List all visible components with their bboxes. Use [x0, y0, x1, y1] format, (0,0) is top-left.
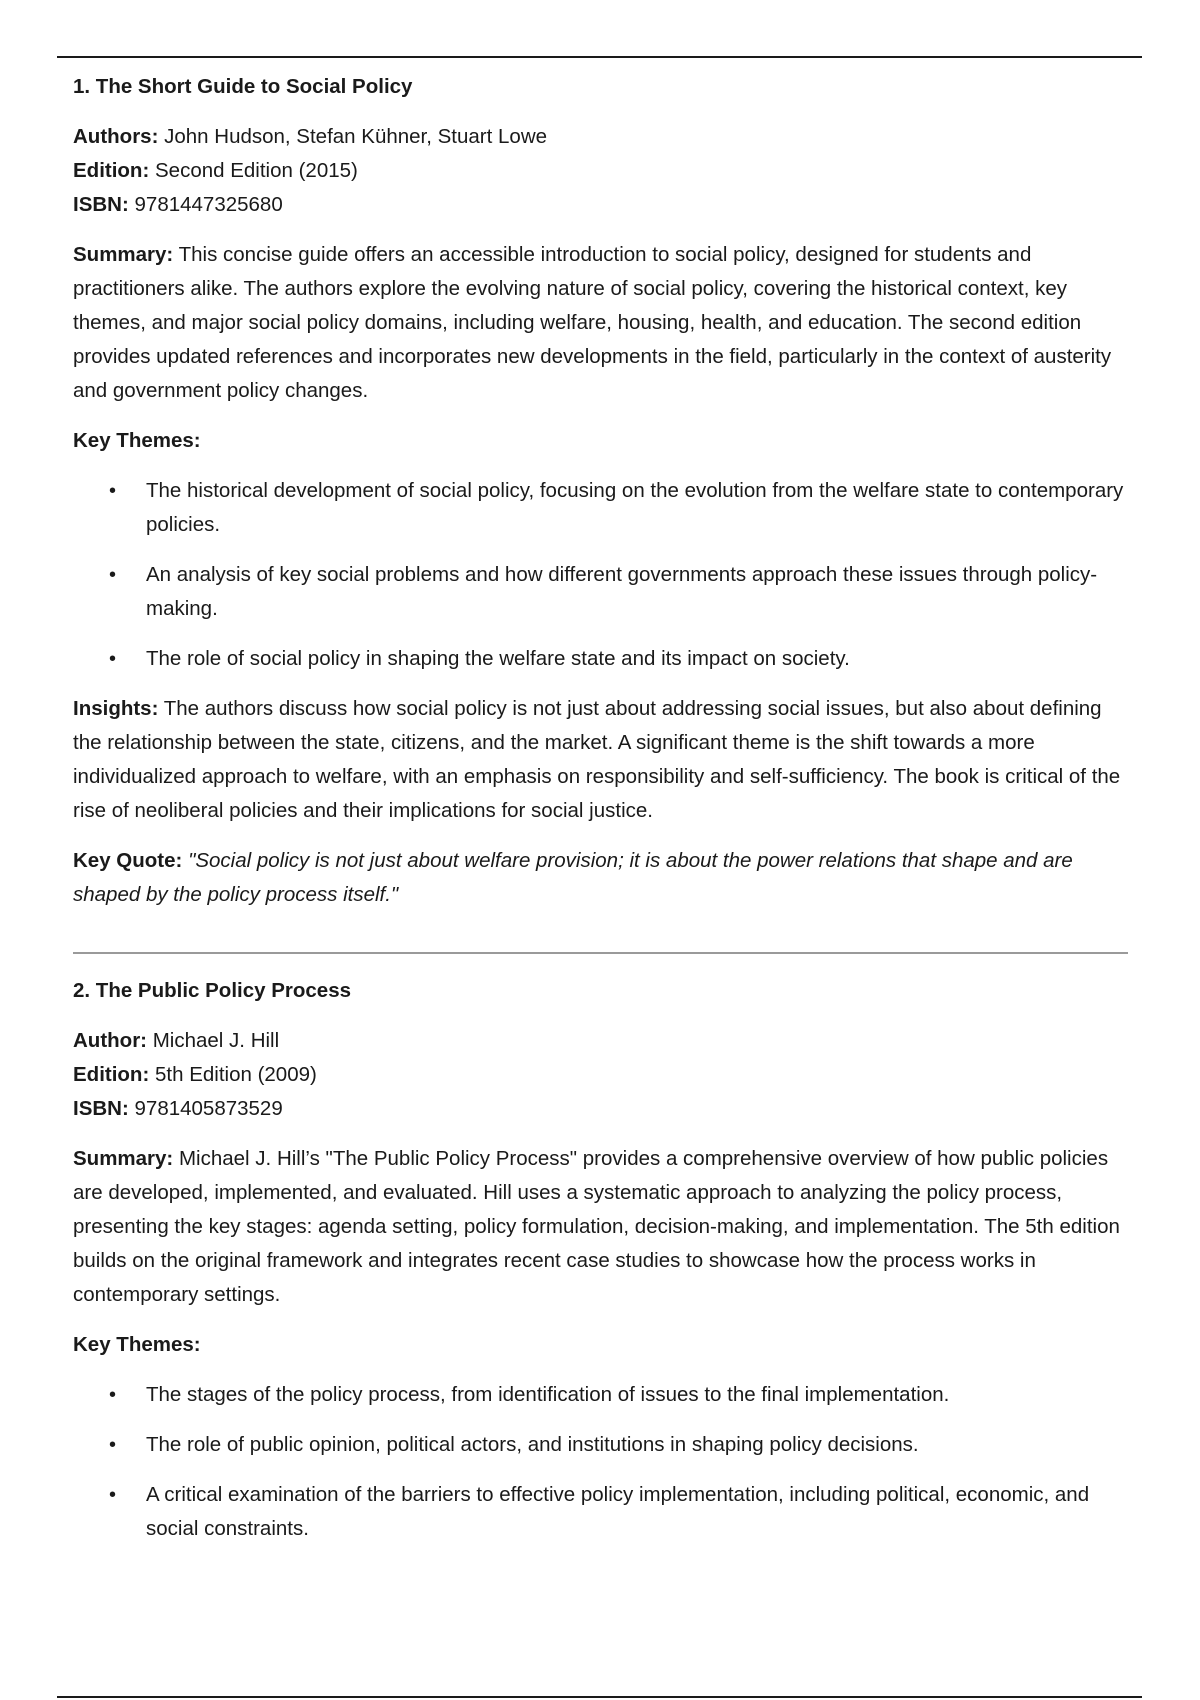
insights-text: The authors discuss how social policy is not just about addressing social issues, but also about defining the relationship between the state, citizens, and the market. A significant theme is the shift towards a more individualized approach to welfare, with an emphasis on responsibility and self-sufficiency. The book is critical of the rise of neoliberal policies and their implications for social justice.	[73, 697, 1121, 822]
isbn-label: ISBN:	[73, 1097, 129, 1120]
summary-label: Summary:	[73, 243, 174, 266]
author-line	[73, 1024, 1128, 1058]
book-entry-1	[73, 70, 1128, 912]
edition-line	[73, 1058, 1128, 1092]
summary-paragraph	[73, 238, 1128, 408]
edition-label: Edition:	[73, 1063, 150, 1086]
book-entry-2	[73, 974, 1128, 1546]
summary-text: This concise guide offers an accessible introduction to social policy, designed for students and practitioners alike. The authors explore the evolving nature of social policy, covering the historical context, key themes, and major social policy domains, including welfare, housing, health, and education. The second edition provides updated references and incorporates new developments in the field, particularly in the context of austerity and government policy changes.	[73, 243, 1112, 402]
theme-text: A critical examination of the barriers to effective policy implementation, including political, economic, and social constraints.	[146, 1483, 1090, 1540]
book-meta	[73, 1024, 1128, 1126]
author-label: Author:	[73, 1029, 148, 1052]
bullet-icon: •	[109, 1434, 117, 1456]
bullet-icon: •	[109, 564, 117, 586]
bullet-icon: •	[109, 648, 117, 670]
authors-line	[73, 120, 1128, 154]
key-themes-heading: Key Themes:	[73, 429, 201, 452]
list-item	[73, 558, 1128, 626]
isbn-label: ISBN:	[73, 193, 129, 216]
isbn-line	[73, 1092, 1128, 1126]
list-item	[73, 1378, 1128, 1412]
isbn-line	[73, 188, 1128, 222]
section-divider	[73, 952, 1128, 954]
summary-label: Summary:	[73, 1147, 174, 1170]
insights-paragraph	[73, 692, 1128, 828]
document-body	[73, 70, 1128, 1562]
top-rule	[57, 56, 1142, 58]
edition-line	[73, 154, 1128, 188]
key-quote-text: "Social policy is not just about welfare provision; it is about the power relations that shape and are shaped by the policy process itself."	[73, 849, 1073, 906]
key-quote-label: Key Quote:	[73, 849, 183, 872]
book-title: 1. The Short Guide to Social Policy	[73, 75, 413, 98]
list-item	[73, 1478, 1128, 1546]
book-title: 2. The Public Policy Process	[73, 979, 352, 1002]
key-themes-heading: Key Themes:	[73, 1333, 201, 1356]
insights-label: Insights:	[73, 697, 159, 720]
list-item	[73, 642, 1128, 676]
key-quote-paragraph	[73, 844, 1128, 912]
summary-text: Michael J. Hill’s "The Public Policy Process" provides a comprehensive overview of how public policies are developed, implemented, and evaluated. Hill uses a systematic approach to analyzing the policy process, presenting the key stages: agenda setting, policy formulation, decision-making, and implementation. The 5th edition builds on the original framework and integrates recent case studies to showcase how the process works in contemporary settings.	[73, 1147, 1120, 1306]
edition-label: Edition:	[73, 159, 150, 182]
key-themes-list	[73, 1378, 1128, 1546]
bottom-rule	[57, 1696, 1142, 1698]
book-meta	[73, 120, 1128, 222]
theme-text: An analysis of key social problems and how different governments approach these issues through policy-making.	[146, 563, 1098, 620]
theme-text: The role of public opinion, political actors, and institutions in shaping policy decisions.	[146, 1433, 919, 1456]
summary-paragraph	[73, 1142, 1128, 1312]
theme-text: The historical development of social policy, focusing on the evolution from the welfare state to contemporary policies.	[146, 479, 1124, 536]
author-value: Michael J. Hill	[152, 1029, 280, 1052]
list-item	[73, 474, 1128, 542]
isbn-value: 9781447325680	[134, 193, 283, 216]
bullet-icon: •	[109, 1484, 117, 1506]
theme-text: The stages of the policy process, from identification of issues to the final implementation.	[146, 1383, 950, 1406]
theme-text: The role of social policy in shaping the welfare state and its impact on society.	[146, 647, 850, 670]
isbn-value: 9781405873529	[134, 1097, 283, 1120]
authors-value: John Hudson, Stefan Kühner, Stuart Lowe	[164, 125, 548, 148]
list-item	[73, 1428, 1128, 1462]
bullet-icon: •	[109, 1384, 117, 1406]
key-themes-list	[73, 474, 1128, 676]
edition-value: Second Edition (2015)	[155, 159, 358, 182]
authors-label: Authors:	[73, 125, 159, 148]
edition-value: 5th Edition (2009)	[155, 1063, 317, 1086]
bullet-icon: •	[109, 480, 117, 502]
